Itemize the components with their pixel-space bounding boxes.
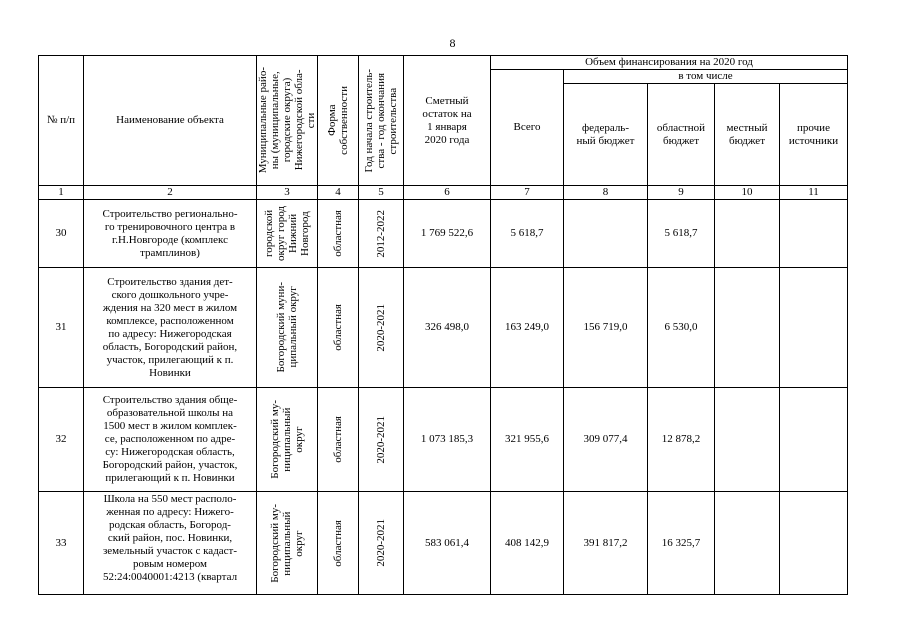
column-number: 1 — [39, 186, 84, 200]
table-row — [39, 492, 848, 595]
header-local: местный бюджет — [726, 121, 768, 147]
row-regional: 6 530,0 — [648, 268, 715, 388]
column-number: 9 — [648, 186, 715, 200]
column-number: 2 — [84, 186, 257, 200]
row-ownership: областная — [332, 304, 344, 351]
row-district-cell — [257, 492, 318, 595]
row-total: 408 142,9 — [491, 492, 564, 595]
row-local — [715, 268, 780, 388]
row-ownership-cell — [318, 388, 359, 492]
row-years-cell — [359, 492, 404, 595]
row-ownership-cell — [318, 492, 359, 595]
row-years: 2020-2021 — [375, 415, 387, 464]
column-number: 5 — [359, 186, 404, 200]
column-number: 11 — [780, 186, 848, 200]
header-balance-cell — [404, 56, 491, 186]
row-local — [715, 200, 780, 268]
funding-table — [38, 55, 848, 595]
row-ownership-cell — [318, 200, 359, 268]
row-name-cell — [84, 492, 257, 595]
row-regional: 16 325,7 — [648, 492, 715, 595]
row-district-cell — [257, 268, 318, 388]
header-including: в том числе — [564, 70, 848, 84]
row-name-cell — [84, 268, 257, 388]
row-district: городской округ город Нижний Новгород — [263, 206, 311, 261]
row-ownership: областная — [332, 519, 344, 567]
header-federal: федераль- ный бюджет — [576, 121, 635, 147]
row-regional: 12 878,2 — [648, 388, 715, 492]
row-district-cell — [257, 388, 318, 492]
column-number: 6 — [404, 186, 491, 200]
column-number: 3 — [257, 186, 318, 200]
row-name-cell — [84, 200, 257, 268]
row-district: Богородский му- ниципальный округ — [269, 503, 305, 583]
row-ownership: областная — [332, 210, 344, 257]
row-local — [715, 492, 780, 595]
row-years-cell — [359, 200, 404, 268]
row-total: 5 618,7 — [491, 200, 564, 268]
row-regional: 5 618,7 — [648, 200, 715, 268]
row-years: 2020-2021 — [375, 303, 387, 352]
row-num: 30 — [39, 200, 84, 268]
row-district: Богородский муни- ципальный округ — [275, 282, 299, 373]
row-years: 2012-2022 — [375, 209, 387, 258]
page-number: 8 — [449, 36, 456, 50]
row-other — [780, 492, 848, 595]
row-federal — [564, 200, 648, 268]
row-federal: 309 077,4 — [564, 388, 648, 492]
header-regional-cell — [648, 84, 715, 186]
header-years: Год начала строитель- ства - год окончания строительства — [363, 68, 399, 173]
table-row — [39, 388, 848, 492]
column-number: 7 — [491, 186, 564, 200]
header-other: прочие источники — [788, 121, 839, 147]
row-num: 33 — [39, 492, 84, 595]
row-years: 2020-2021 — [375, 519, 387, 567]
row-other — [780, 200, 848, 268]
row-federal: 156 719,0 — [564, 268, 648, 388]
header-total: Всего — [491, 70, 564, 186]
header-local-cell — [715, 84, 780, 186]
column-number: 10 — [715, 186, 780, 200]
row-num: 31 — [39, 268, 84, 388]
row-total: 163 249,0 — [491, 268, 564, 388]
row-years-cell — [359, 388, 404, 492]
header-ownership-cell — [318, 56, 359, 186]
row-name-cell — [84, 388, 257, 492]
row-name: Строительство здания дет- ского дошкольного учре- ждения на 320 мест в жилом комплексе, расположенном по адресу: Нижегородская область, Богородский район, участок, прилегающий к п. Новинки — [102, 275, 238, 379]
row-num: 32 — [39, 388, 84, 492]
header-district-cell — [257, 56, 318, 186]
header-federal-cell — [564, 84, 648, 186]
row-years-cell — [359, 268, 404, 388]
header-ownership: Форма собственности — [326, 86, 350, 155]
row-balance: 583 061,4 — [404, 492, 491, 595]
column-number: 8 — [564, 186, 648, 200]
row-balance: 1 769 522,6 — [404, 200, 491, 268]
row-balance: 326 498,0 — [404, 268, 491, 388]
header-num: № п/п — [39, 56, 84, 186]
row-federal: 391 817,2 — [564, 492, 648, 595]
header-years-cell — [359, 56, 404, 186]
row-name: Строительство здания обще- образовательной школы на 1500 мест в жилом комплек- се, расположенном по адре- су: Нижегородская область, Богородский район, участок, прилегающий к п. Новинки — [102, 394, 238, 484]
row-name: Строительство регионально- го тренировочного центра в г.Н.Новгороде (комплекс трамплинов) — [102, 207, 238, 259]
header-funding: Объем финансирования на 2020 год — [491, 56, 848, 70]
header-balance: Сметный остаток на 1 января 2020 года — [422, 94, 472, 146]
row-name: Школа на 550 мест располо- женная по адресу: Нижего- родская область, Богород- ский район, пос. Новинки, земельный участок с кадаст- ровым номером 52:24:0040001:4213 (квартал — [102, 493, 238, 583]
row-total: 321 955,6 — [491, 388, 564, 492]
column-number: 4 — [318, 186, 359, 200]
row-ownership: областная — [332, 416, 344, 463]
header-district: Муниципальные райо- ны (муниципальные, городские округа) Нижегородской обла- сти — [257, 67, 317, 174]
row-district-cell — [257, 200, 318, 268]
row-balance: 1 073 185,3 — [404, 388, 491, 492]
row-other — [780, 268, 848, 388]
row-ownership-cell — [318, 268, 359, 388]
header-name: Наименование объекта — [84, 56, 257, 186]
header-other-cell — [780, 84, 848, 186]
header-regional: областной бюджет — [656, 121, 706, 147]
row-district: Богородский му- ниципальный округ — [269, 400, 305, 479]
table-row — [39, 200, 848, 268]
table-row — [39, 268, 848, 388]
row-other — [780, 388, 848, 492]
row-local — [715, 388, 780, 492]
column-number-row — [39, 186, 848, 200]
